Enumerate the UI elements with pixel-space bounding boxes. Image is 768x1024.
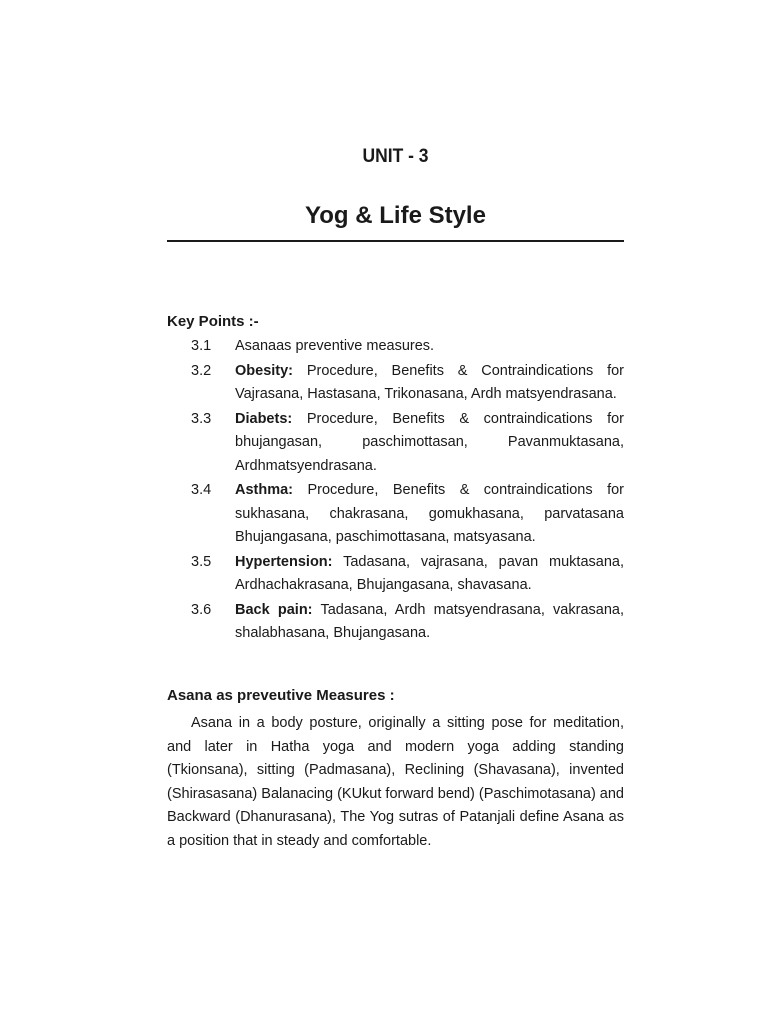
point-text — [235, 335, 624, 359]
point-number: 3.1 — [191, 338, 212, 354]
point-number: 3.4 — [191, 482, 212, 498]
point-description: Procedure, Benefits & Contraindications for Vajrasana, Hastasana, Trikonasana, Ardh matsyendrasana. — [235, 362, 624, 402]
key-points-heading: Key Points :- — [167, 313, 259, 330]
key-point-3-1 — [167, 335, 624, 359]
key-points-list — [167, 335, 624, 647]
key-point-3-4 — [167, 479, 624, 550]
point-topic: Obesity: — [235, 362, 294, 379]
key-point-3-2 — [167, 360, 624, 407]
point-text — [235, 408, 624, 479]
point-number: 3.3 — [191, 410, 212, 427]
page-title: Yog & Life Style — [305, 202, 486, 229]
point-number: 3.5 — [191, 553, 212, 570]
section-heading: Asana as preveutive Measures : — [167, 687, 395, 704]
point-number: 3.2 — [191, 362, 212, 379]
key-point-3-3 — [167, 408, 624, 479]
point-description: Tadasana, vajrasana, pavan muktasana, Ardhachakrasana, Bhujangasana, shavasana. — [235, 553, 624, 593]
point-text — [235, 479, 624, 550]
unit-label: UNIT - 3 — [362, 146, 429, 167]
point-topic: Back pain: — [235, 601, 313, 618]
key-point-3-5 — [167, 551, 624, 598]
point-description: Procedure, Benefits & contraindications for bhujangasan, paschimottasan, Pavanmuktasana, Ardhmatsyendrasana. — [235, 410, 624, 474]
point-text — [235, 360, 624, 407]
point-text — [235, 551, 624, 598]
point-description: Asanaas preventive measures. — [235, 338, 435, 354]
point-description: Tadasana, Ardh matsyendrasana, vakrasana, shalabhasana, Bhujangasana. — [235, 601, 624, 641]
title-underline — [167, 240, 624, 242]
point-description: Procedure, Benefits & contraindications for sukhasana, chakrasana, gomukhasana, parvatasana Bhujangasana, paschimottasana, matsyasana. — [235, 482, 624, 545]
key-point-3-6 — [167, 599, 624, 646]
point-topic: Diabets: — [235, 410, 293, 427]
point-text — [235, 599, 624, 646]
point-number: 3.6 — [191, 601, 212, 618]
point-topic: Hypertension: — [235, 553, 333, 570]
body-paragraph: Asana in a body posture, originally a sitting pose for meditation, and later in Hatha yoga and modern yoga adding standing (Tkionsana), sitting (Padmasana), Reclining (Shavasana), invented (Shirasasana) Balanacing (KUkut forward bend) (Paschimotasana) and Backward (Dhanurasana), The Yog sutras of Patanjali define Asana as a position that in steady and comfortable. — [167, 715, 624, 849]
point-topic: Asthma: — [235, 482, 294, 498]
